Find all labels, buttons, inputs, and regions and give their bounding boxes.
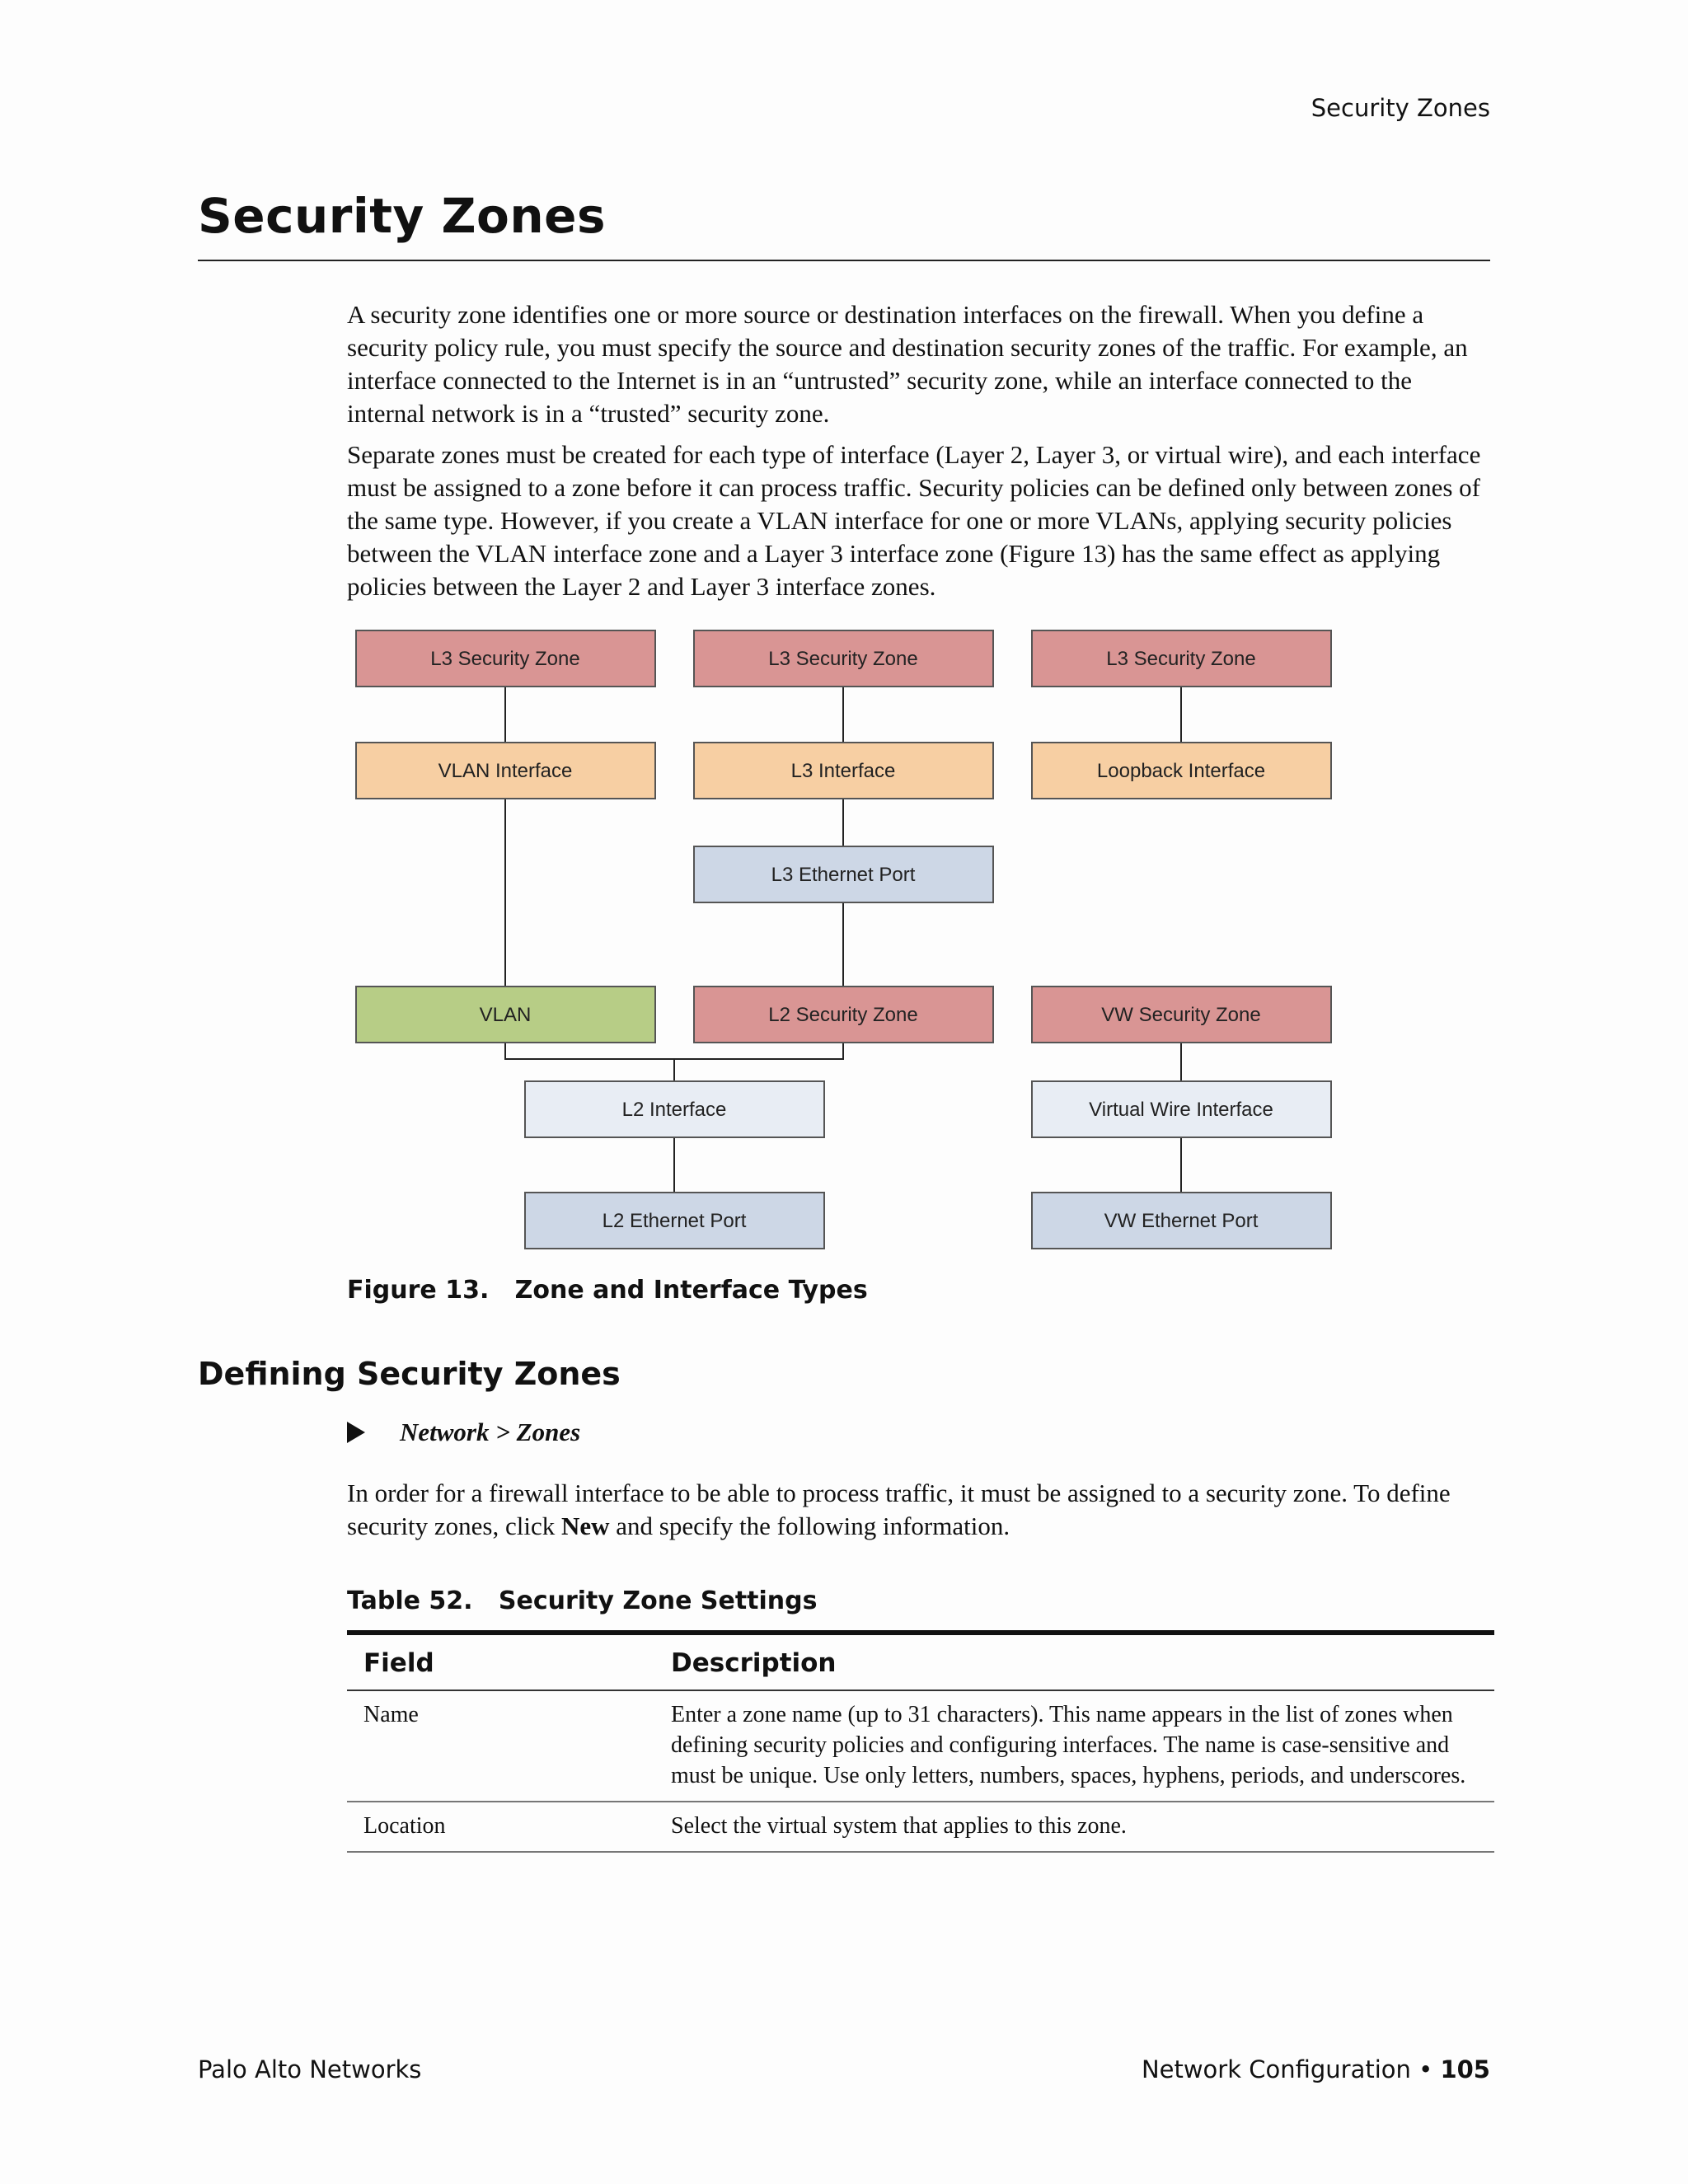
virtual-wire-interface-box xyxy=(1032,1081,1331,1137)
section-paragraph xyxy=(347,1477,1493,1543)
page-title: Security Zones xyxy=(198,188,607,244)
footer-page-info xyxy=(1142,2055,1490,2083)
security-zone-settings-table xyxy=(347,1630,1494,1853)
field-column-header: Field xyxy=(347,1633,654,1690)
l2-ethernet-port-label: L2 Ethernet Port xyxy=(602,1210,747,1232)
l3-security-zone-box-2 xyxy=(694,630,993,687)
l3-security-zone-box-3 xyxy=(1032,630,1331,687)
intro-paragraph-2: Separate zones must be created for each type of interface (Layer 2, Layer 3, or virtual wire), and each interface must be assigned to a zone before it can process traffic. Security policies can be defined only between zones of the same type. However, if you create a VLAN interface for one or more VLANs, applying security policies between the VLAN interface zone and a Layer 3 interface zone (Figure 13) has the same effect as applying policies between the Layer 2 and Layer 3 interface zones. xyxy=(347,440,1481,601)
field-cell: Location xyxy=(347,1802,654,1852)
description-cell: Enter a zone name (up to 31 characters). This name appears in the list of zones when defining security policies and configuring interfaces. The name is case-sensitive and must be unique. Use only letters, numbers, spaces, hyphens, periods, and underscores. xyxy=(654,1690,1494,1802)
loopback-interface-box xyxy=(1032,743,1331,799)
table-row xyxy=(347,1802,1494,1852)
vlan-interface-box xyxy=(356,743,655,799)
section-text-before: In order for a firewall interface to be able to process traffic, it must be assigned to a security zone. To define security zones, click xyxy=(347,1479,1451,1540)
virtual-wire-interface-label: Virtual Wire Interface xyxy=(1089,1099,1273,1121)
nav-path xyxy=(347,1418,580,1447)
vlan-box xyxy=(356,987,655,1043)
l3-security-zone-label-3: L3 Security Zone xyxy=(1106,648,1256,670)
new-keyword: New xyxy=(560,1511,610,1540)
footer-publisher: Palo Alto Networks xyxy=(198,2055,422,2083)
l3-ethernet-port-label: L3 Ethernet Port xyxy=(771,864,916,886)
vw-security-zone-box xyxy=(1032,987,1331,1043)
l3-security-zone-label-2: L3 Security Zone xyxy=(768,648,918,670)
page-number: 105 xyxy=(1440,2055,1490,2083)
l2-interface-box xyxy=(525,1081,824,1137)
section-text-after: and specify the following information. xyxy=(609,1511,1010,1540)
running-header: Security Zones xyxy=(1311,94,1490,122)
title-rule xyxy=(198,260,1490,261)
zone-interface-diagram xyxy=(350,622,1339,1257)
vlan-interface-label: VLAN Interface xyxy=(438,760,573,782)
field-cell: Name xyxy=(347,1690,654,1802)
loopback-interface-label: Loopback Interface xyxy=(1096,760,1266,782)
l3-interface-label: L3 Interface xyxy=(790,760,896,782)
l2-security-zone-box xyxy=(694,987,993,1043)
l3-ethernet-port-box xyxy=(694,846,993,902)
table-header-row xyxy=(347,1633,1494,1690)
l3-security-zone-box-1 xyxy=(356,630,655,687)
nav-arrow-icon xyxy=(347,1422,365,1443)
l2-security-zone-label: L2 Security Zone xyxy=(768,1004,918,1026)
l2-interface-label: L2 Interface xyxy=(621,1099,727,1121)
table-row xyxy=(347,1690,1494,1802)
description-column-header: Description xyxy=(654,1633,1494,1690)
vw-security-zone-label: VW Security Zone xyxy=(1101,1004,1261,1026)
figure-caption: Figure 13. Zone and Interface Types xyxy=(347,1276,868,1305)
l3-security-zone-label-1: L3 Security Zone xyxy=(430,648,580,670)
vw-ethernet-port-label: VW Ethernet Port xyxy=(1104,1210,1259,1232)
l3-interface-box xyxy=(694,743,993,799)
vw-ethernet-port-box xyxy=(1032,1193,1331,1249)
nav-path-text: Network > Zones xyxy=(400,1418,581,1446)
section-body xyxy=(347,1477,1493,1543)
l2-ethernet-port-box xyxy=(525,1193,824,1249)
intro-section xyxy=(347,298,1493,603)
table-caption: Table 52. Security Zone Settings xyxy=(347,1586,818,1615)
vlan-label: VLAN xyxy=(479,1004,532,1026)
description-cell: Select the virtual system that applies to this zone. xyxy=(654,1802,1494,1852)
section-heading: Defining Security Zones xyxy=(198,1356,621,1392)
footer-chapter: Network Configuration • xyxy=(1141,2055,1441,2083)
intro-paragraph-1: A security zone identifies one or more source or destination interfaces on the firewall. When you define a security policy rule, you must specify the source and destination security zones of the traffic. For example, an interface connected to the Internet is in an “untrusted” security zone, while an interface connected to the internal network is in a “trusted” security zone. xyxy=(347,300,1468,428)
